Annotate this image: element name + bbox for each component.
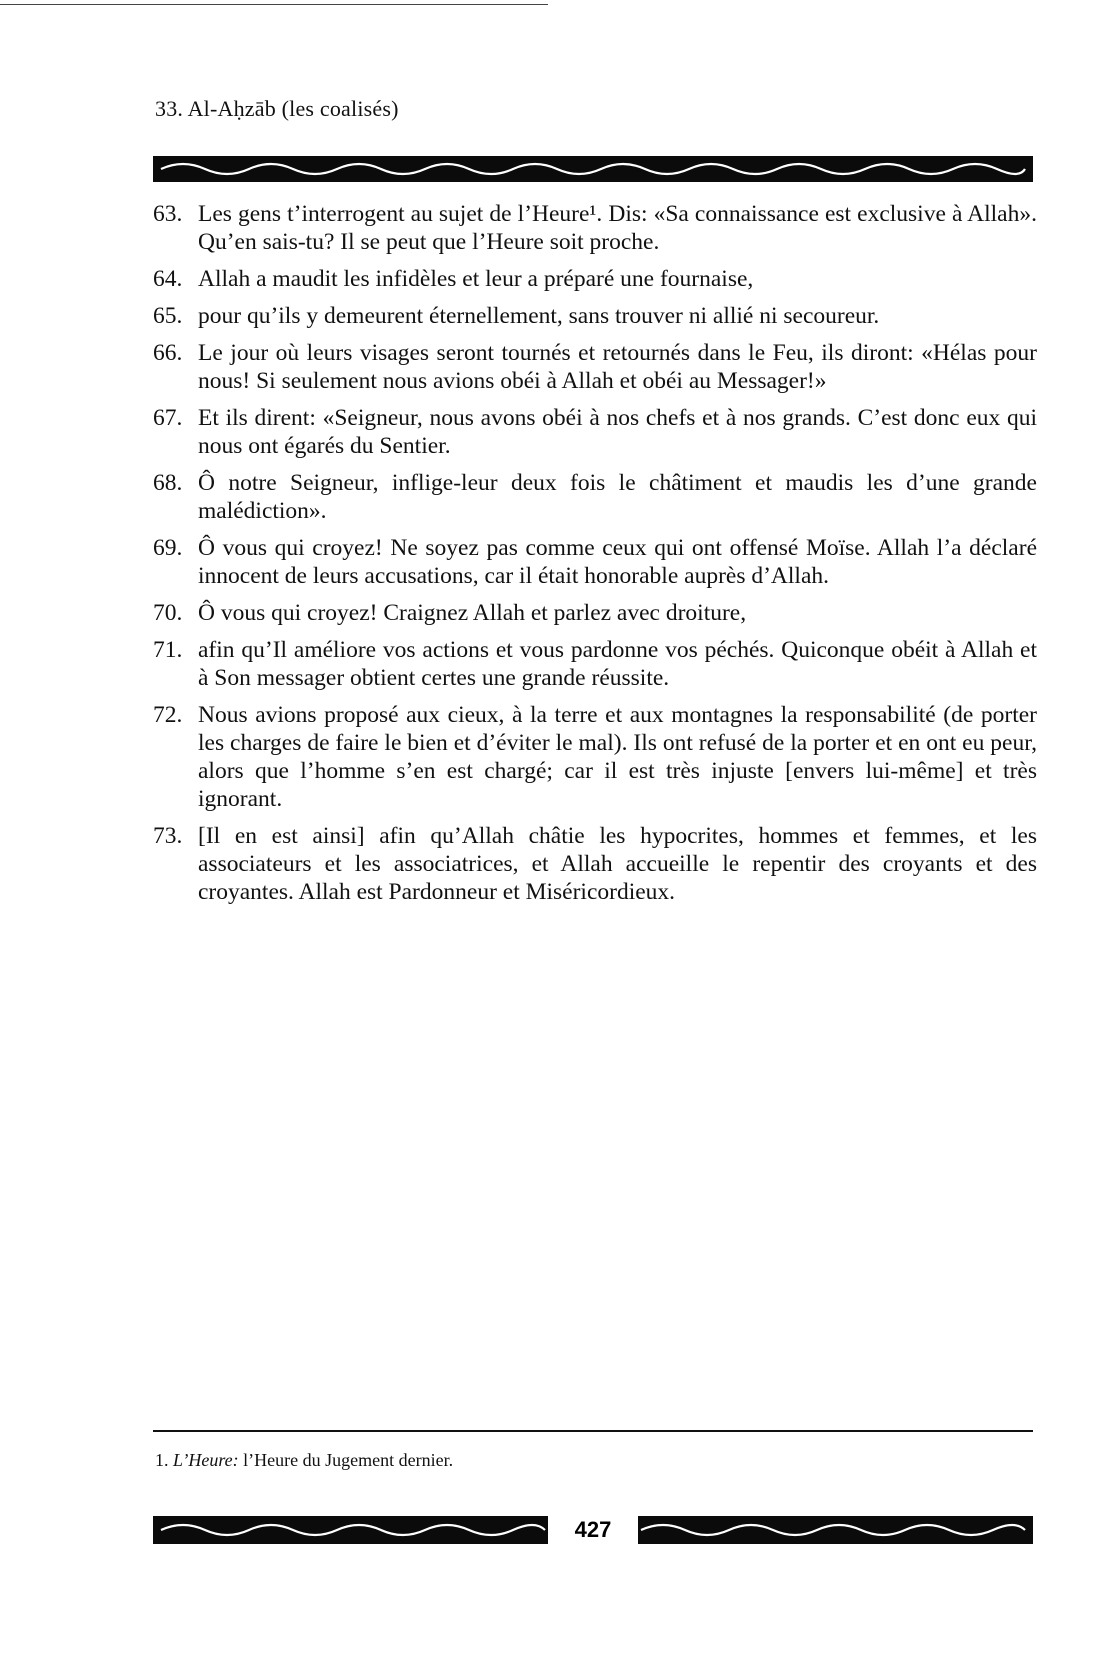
verse-number: 66. [153,340,183,366]
verse-text: Ô notre Seigneur, inflige-leur deux fois le châtiment et maudis les d’une grande malédiction». [198,470,1037,524]
footnote-text: l’Heure du Jugement dernier. [243,1450,454,1470]
verse-text: afin qu’Il améliore vos actions et vous pardonne vos péchés. Quiconque obéit à Allah et à Son messager obtient certes une grande réussite. [198,637,1037,691]
scan-edge-line [0,4,548,5]
verse-68 [153,469,1037,525]
verse-73 [153,822,1037,906]
decorative-band-bottom [153,1516,1033,1544]
verse-text: Ô vous qui croyez! Ne soyez pas comme ceux qui ont offensé Moïse. Allah l’a déclaré innocent de leurs accusations, car il était honorable auprès d’Allah. [198,535,1037,589]
verse-number: 72. [153,702,183,728]
verse-66 [153,339,1037,395]
surah-header: 33. Al-Aḥzāb (les coalisés) [155,96,399,121]
verse-number: 63. [153,201,183,227]
verse-70 [153,599,1037,627]
verse-65 [153,302,1037,330]
verse-text: Ô vous qui croyez! Craignez Allah et parlez avec droiture, [198,600,747,626]
verse-63 [153,200,1037,256]
verse-number: 69. [153,535,183,561]
verse-list [153,200,1037,915]
footnote-rule [153,1430,1033,1432]
verse-number: 64. [153,266,183,292]
verse-64 [153,265,1037,293]
verse-text: Et ils dirent: «Seigneur, nous avons obéi à nos chefs et à nos grands. C’est donc eux qui nous ont égarés du Sentier. [198,405,1037,459]
verse-69 [153,534,1037,590]
verse-text: Nous avions proposé aux cieux, à la terre et aux montagnes la responsabilité (de porter les charges de faire le bien et d’éviter le mal). Ils ont refusé de la porter et en ont eu peur, alors que l’homme s’en est chargé; car il est très injuste [envers lui-même] et très ignorant. [198,702,1037,812]
verse-text: Le jour où leurs visages seront tournés et retournés dans le Feu, ils diront: «Hélas pour nous! Si seulement nous avions obéi à Allah et obéi au Messager!» [198,340,1037,394]
verse-71 [153,636,1037,692]
verse-67 [153,404,1037,460]
verse-text: Allah a maudit les infidèles et leur a préparé une fournaise, [198,266,754,292]
verse-number: 67. [153,405,183,431]
verse-72 [153,701,1037,813]
verse-text: Les gens t’interrogent au sujet de l’Heure¹. Dis: «Sa connaissance est exclusive à Allah». Qu’en sais-tu? Il se peut que l’Heure soit proche. [198,201,1037,255]
verse-text: [Il en est ainsi] afin qu’Allah châtie les hypocrites, hommes et femmes, et les associateurs et les associatrices, et Allah accueille le repentir des croyants et des croyantes. Allah est Pardonneur et Miséricordieux. [198,823,1037,905]
verse-number: 73. [153,823,183,849]
decorative-band-top [153,156,1033,182]
verse-number: 70. [153,600,183,626]
verse-text: pour qu’ils y demeurent éternellement, sans trouver ni allié ni secoureur. [198,303,880,329]
page-number: 427 [548,1516,638,1544]
verse-number: 65. [153,303,183,329]
verse-number: 71. [153,637,183,663]
verse-number: 68. [153,470,183,496]
footnote-marker: 1. [155,1450,169,1470]
footnote [155,1450,453,1471]
footnote-term: L’Heure: [173,1450,239,1470]
